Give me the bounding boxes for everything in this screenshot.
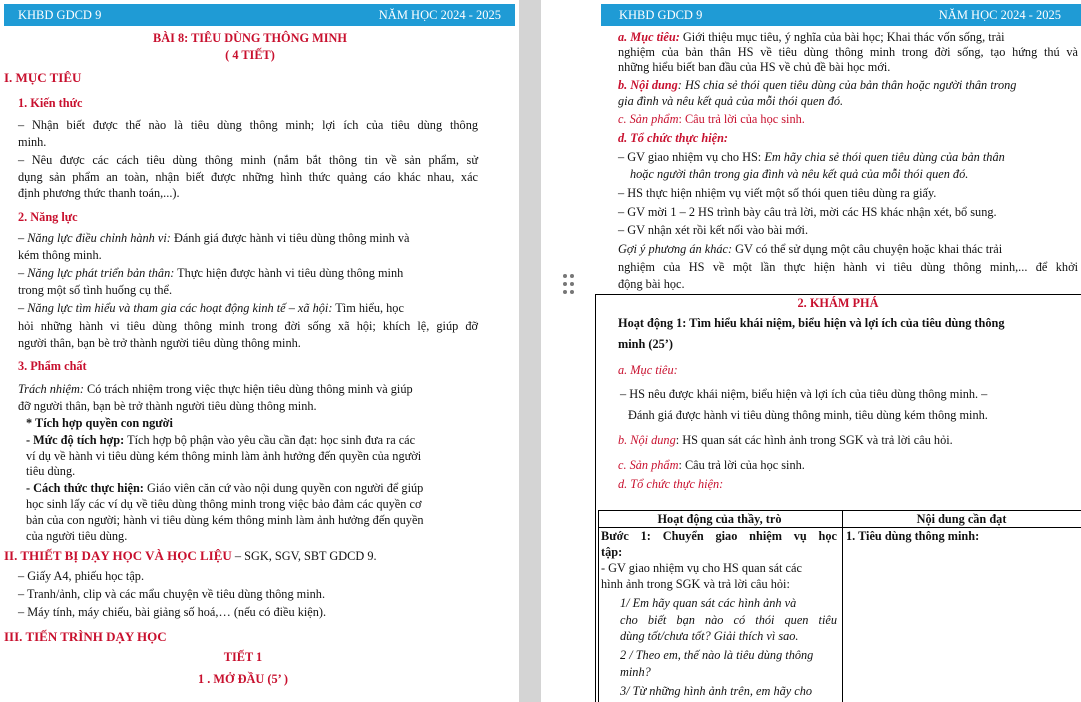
table-cell-line: tập:	[601, 545, 623, 559]
activity-title: Hoạt động 1: Tìm hiểu khái niệm, biểu hiện và lợi ích của tiêu dùng thông	[618, 316, 1005, 330]
paragraph-line	[18, 382, 413, 396]
paragraph-line: trong một số tình huống cụ thể.	[18, 283, 173, 297]
paragraph-line: của người tiêu dùng.	[26, 529, 128, 543]
paragraph-line: động bài học.	[618, 277, 685, 291]
paragraph-line	[18, 301, 404, 315]
table-cell-line: 3/ Từ những hình ảnh trên, em hãy cho	[620, 684, 813, 698]
paragraph-line	[618, 433, 953, 447]
subsection-heading: 2. Năng lực	[18, 210, 78, 224]
inline-label: a. Mục tiêu:	[618, 30, 680, 44]
inline-text: – GV giao nhiệm vụ cho HS:	[618, 150, 765, 164]
table-cell-line: 1. Tiêu dùng thông minh:	[846, 529, 980, 543]
section-heading-line	[4, 549, 377, 563]
inline-italic: – Năng lực tìm hiểu và tham gia các hoạt động kinh tế – xã hội:	[18, 301, 333, 315]
paragraph-line: – Nêu được các cách tiêu dùng thông minh (nắm bắt thông tin về sản phẩm, sử	[18, 153, 478, 167]
paragraph-line: kém thông minh.	[18, 248, 102, 262]
paragraph-line	[18, 266, 403, 280]
table-header: Nội dung cần đạt	[916, 512, 1007, 526]
inline-text: GV có thể sử dụng một câu chuyện hoặc khai thác trải	[732, 242, 1003, 256]
inline-italic: Trách nhiệm:	[18, 382, 84, 396]
inline-text: : Câu trả lời của học sinh.	[678, 112, 805, 126]
paragraph-heading: * Tích hợp quyền con người	[26, 416, 173, 430]
section-heading: III. TIẾN TRÌNH DẠY HỌC	[4, 629, 167, 644]
table-cell-line: Bước 1: Chuyển giao nhiệm vụ học	[601, 529, 837, 543]
list-item: – Giấy A4, phiếu học tập.	[18, 569, 145, 583]
activity-title: minh (25’)	[618, 337, 673, 351]
paragraph-line: gia đình và nêu kết quả của mỗi thói quen đó.	[618, 94, 844, 108]
list-item: – Tranh/ảnh, clip và các mẩu chuyện về tiêu dùng thông minh.	[18, 587, 326, 601]
activity-heading: 2. KHÁM PHÁ	[797, 296, 879, 310]
paragraph-line: ví dụ về hành vi tiêu dùng kém thông minh làm ảnh hưởng đến quyền của người	[26, 449, 422, 463]
inline-text: Tích hợp bộ phận vào yêu cầu cần đạt: học sinh đưa ra các	[124, 433, 416, 447]
drag-handle-icon[interactable]	[563, 274, 577, 296]
paragraph-line	[18, 231, 409, 245]
inline-text: : Câu trả lời của học sinh.	[678, 458, 805, 472]
list-item: – Máy tính, máy chiếu, bài giảng số hoá,… (nếu có điều kiện).	[18, 605, 327, 619]
paragraph-line: – Nhận biết được thế nào là tiêu dùng thông minh; lợi ích của tiêu dùng thông	[18, 118, 478, 132]
inline-text: Đánh giá được hành vi tiêu dùng thông minh và	[170, 231, 410, 245]
inline-text: Giới thiệu mục tiêu, ý nghĩa của bài học; Khai thác vốn sống, trải	[679, 30, 1005, 44]
document-page-left	[0, 0, 519, 702]
inline-text: Tìm hiểu, học	[332, 301, 404, 315]
paragraph-line	[618, 78, 1016, 92]
header-year: NĂM HỌC 2024 - 2025	[938, 8, 1061, 22]
section-heading: I. MỤC TIÊU	[4, 70, 82, 85]
lesson-period: TIẾT 1	[223, 650, 263, 664]
activity-heading: 1 . MỞ ĐẦU (5’ )	[198, 672, 288, 686]
paragraph-line: hoặc người thân trong gia đình và nêu kết quả của mỗi thói quen đó.	[630, 167, 969, 181]
page-header	[4, 4, 515, 26]
paragraph-line: Đánh giá được hành vi tiêu dùng thông minh, tiêu dùng kém thông minh.	[628, 408, 988, 422]
table-cell-line: cho biết bạn nào có thói quen tiêu	[620, 613, 837, 627]
paragraph-line: định phương thức thanh toán,...).	[18, 186, 180, 200]
paragraph-heading: d. Tổ chức thực hiện:	[618, 477, 724, 491]
inline-italic: – Năng lực điều chỉnh hành vi:	[18, 231, 171, 245]
paragraph-line: hỏi những hành vi tiêu dùng thông minh trong đời sống xã hội; khích lệ, giúp đỡ	[18, 319, 478, 333]
header-subject: KHBD GDCD 9	[18, 8, 102, 22]
inline-label: b. Nội dung	[618, 78, 678, 92]
paragraph-line: học sinh lấy các ví dụ về tiêu dùng thông minh trong việc bảo đảm các quyền cơ	[26, 497, 422, 511]
paragraph-line: bản của con người; hành vi tiêu dùng kém thông minh làm ảnh hưởng đến quyền	[26, 513, 424, 527]
inline-label: c. Sản phẩm	[618, 458, 679, 472]
inline-text: – SGK, SGV, SBT GDCD 9.	[231, 549, 377, 563]
table-header: Hoạt động của thầy, trò	[657, 512, 782, 526]
paragraph-line: dụng sản phẩm an toàn, nhận biết được những hình thức quảng cáo khác nhau, xác	[18, 170, 478, 184]
paragraph-line	[26, 433, 415, 447]
paragraph-line: – HS nêu được khái niệm, biểu hiện và lợi ích của tiêu dùng thông minh. –	[620, 387, 988, 401]
inline-text: Thực hiện được hành vi tiêu dùng thông minh	[174, 266, 404, 280]
paragraph-line: những hiểu biết ban đầu của HS về chủ đề bài học mới.	[618, 60, 891, 74]
table-cell-line: 2 / Theo em, thế nào là tiêu dùng thông	[620, 648, 814, 662]
paragraph-line	[618, 242, 1002, 256]
paragraph-line: tiêu dùng.	[26, 464, 76, 478]
paragraph-line	[618, 458, 805, 472]
inline-label: b. Nội dung	[618, 433, 676, 447]
paragraph-line: người thân, bạn bè trở thành người tiêu dùng thông minh.	[18, 336, 301, 350]
paragraph-line	[618, 30, 1005, 44]
paragraph-line	[26, 481, 423, 495]
inline-bold: - Mức độ tích hợp:	[26, 433, 125, 447]
paragraph-line: – HS thực hiện nhiệm vụ viết một số thói quen tiêu dùng ra giấy.	[618, 186, 937, 200]
inline-italic: Em hãy chia sẻ thói quen tiêu dùng của bản thân	[764, 150, 1005, 164]
inline-italic: : HS chia sẻ thói quen tiêu dùng của bản thân hoặc người thân trong	[677, 78, 1017, 92]
table-cell-line: dùng tốt/chưa tốt? Giải thích vì sao.	[620, 629, 799, 643]
subsection-heading: 3. Phẩm chất	[18, 359, 87, 373]
paragraph-line: – GV nhận xét rồi kết nối vào bài mới.	[618, 223, 809, 237]
paragraph-line: – GV mời 1 – 2 HS trình bày câu trả lời, mời các HS khác nhận xét, bổ sung.	[618, 205, 997, 219]
table-cell-line: minh?	[620, 665, 651, 679]
inline-italic: – Năng lực phát triển bản thân:	[18, 266, 175, 280]
header-year: NĂM HỌC 2024 - 2025	[378, 8, 501, 22]
table-cell-line: - GV giao nhiệm vụ cho HS quan sát các	[601, 561, 802, 575]
inline-italic: Gợi ý phương án khác:	[618, 242, 733, 256]
table-cell-line: hình ảnh trong SGK và trả lời câu hỏi:	[601, 577, 790, 591]
paragraph-line	[618, 150, 1005, 164]
inline-text: : HS quan sát các hình ảnh trong SGK và trả lời câu hỏi.	[675, 433, 953, 447]
inline-text: Giáo viên căn cứ vào nội dung quyền con người để giúp	[143, 481, 424, 495]
inline-label: c. Sản phẩm	[618, 112, 679, 126]
paragraph-heading: a. Mục tiêu:	[618, 363, 678, 377]
subsection-heading: 1. Kiến thức	[18, 96, 83, 110]
paragraph-line: đỡ người thân, bạn bè trở thành người tiêu dùng thông minh.	[18, 399, 317, 413]
page-header	[601, 4, 1081, 26]
header-subject: KHBD GDCD 9	[619, 8, 703, 22]
paragraph-line: minh.	[18, 135, 47, 149]
lesson-subtitle: ( 4 TIẾT)	[225, 48, 275, 62]
section-heading: II. THIẾT BỊ DẠY HỌC VÀ HỌC LIỆU	[4, 548, 232, 563]
table-cell-line: 1/ Em hãy quan sát các hình ảnh và	[620, 596, 797, 610]
paragraph-line	[618, 112, 805, 126]
inline-bold: - Cách thức thực hiện:	[26, 481, 144, 495]
paragraph-heading: d. Tổ chức thực hiện:	[618, 131, 729, 145]
inline-text: Có trách nhiệm trong việc thực hiện tiêu dùng thông minh và giúp	[83, 382, 413, 396]
paragraph-line: nghiệm của HS về một lần thực hiện hành vi tiêu dùng thông minh,... để khởi	[618, 260, 1078, 274]
lesson-title: BÀI 8: TIÊU DÙNG THÔNG MINH	[153, 31, 347, 45]
paragraph-line: nghiệm của bản thân HS về tiêu dùng thông minh trong đời sống, tạo hứng thú và	[618, 45, 1078, 59]
